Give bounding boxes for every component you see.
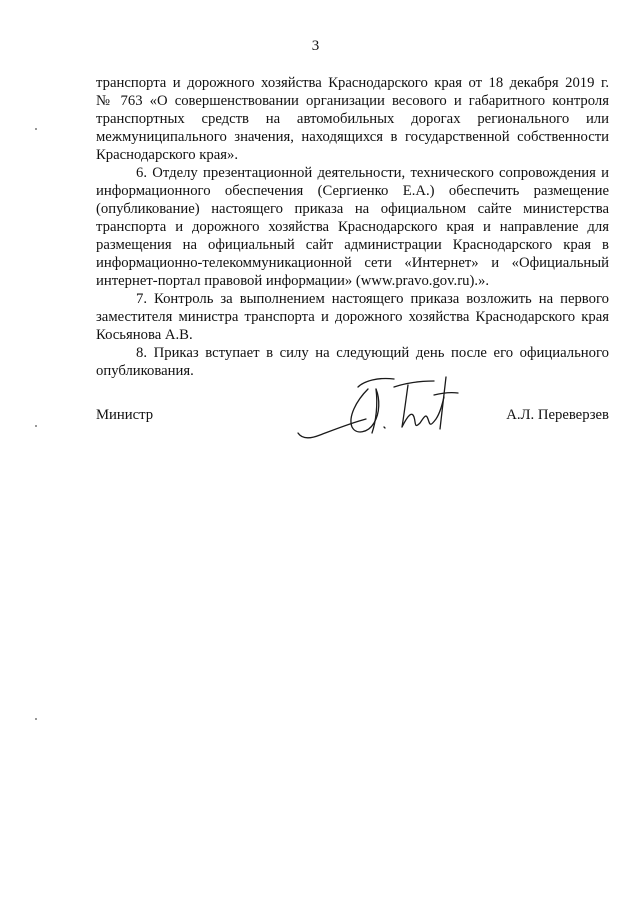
text-line: межмуниципального значения, находящихся в государственной собственности	[96, 129, 609, 145]
text-line: интернет-портал правовой информации» (www.pravo.gov.ru).».	[96, 273, 490, 289]
text-line: заместителя министра транспорта и дорожного хозяйства Краснодарского края	[96, 309, 609, 325]
signature-block	[96, 395, 609, 455]
paragraph-6	[96, 164, 609, 290]
document-body	[96, 74, 609, 380]
text-line: Косьянова А.В.	[96, 327, 193, 343]
handwritten-signature	[296, 375, 476, 460]
text-line: транспортных средств на автомобильных дорогах регионального или	[96, 111, 609, 127]
page-number: 3	[311, 38, 320, 54]
text-line: информационно-телекоммуникационной сети «Интернет» и «Официальный	[96, 255, 609, 271]
text-line: транспорта и дорожного хозяйства Краснодарского края и направление для	[96, 219, 609, 235]
text-line: опубликования.	[96, 363, 194, 379]
margin-mark	[35, 718, 37, 720]
text-line: № 763 «О совершенствовании организации весового и габаритного контроля	[96, 93, 609, 109]
minister-label: Министр	[96, 407, 154, 423]
text-line: Краснодарского края».	[96, 147, 238, 163]
paragraph-continuation	[96, 74, 609, 164]
text-line: 6. Отделу презентационной деятельности, технического сопровождения и	[136, 165, 609, 181]
text-line: информационного обеспечения (Сергиенко Е.А.) обеспечить размещение	[96, 183, 609, 199]
text-line: 7. Контроль за выполнением настоящего приказа возложить на первого	[136, 291, 609, 307]
signer-name: А.Л. Переверзев	[506, 407, 609, 423]
paragraph-7	[96, 290, 609, 344]
text-line: транспорта и дорожного хозяйства Краснодарского края от 18 декабря 2019 г.	[96, 75, 609, 91]
text-line: (опубликование) настоящего приказа на официальном сайте министерства	[96, 201, 609, 217]
text-line: размещения на официальный сайт администрации Краснодарского края в	[96, 237, 609, 253]
margin-mark	[35, 425, 37, 427]
text-line: 8. Приказ вступает в силу на следующий день после его официального	[136, 345, 609, 361]
margin-mark	[35, 128, 37, 130]
